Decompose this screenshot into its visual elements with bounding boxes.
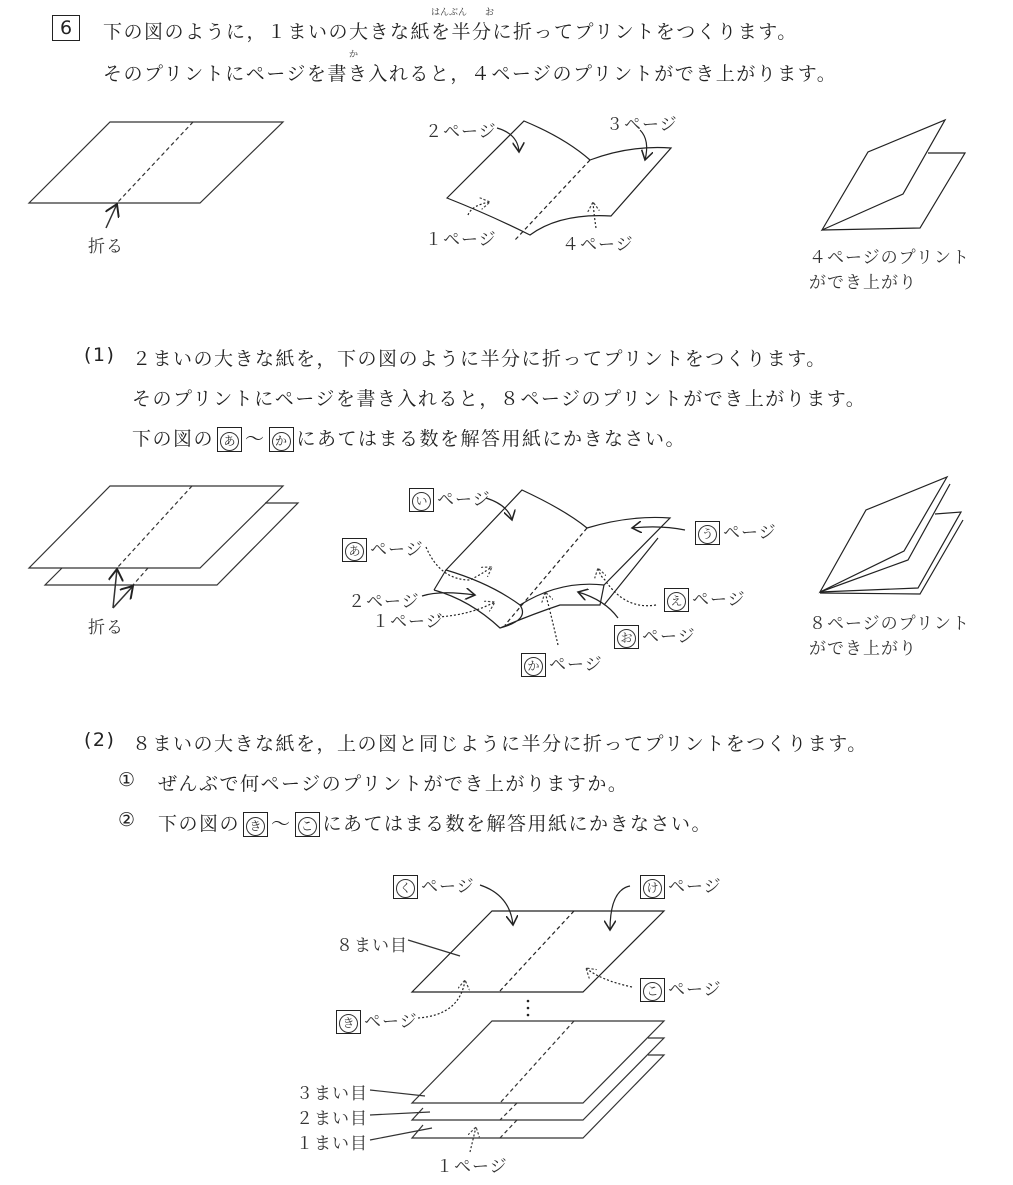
fig3-top-sheet: [408, 885, 664, 1018]
part1-label: (1): [84, 344, 116, 366]
part1-line3-pre: 下の図の: [132, 428, 215, 450]
fig3-label-ki: き ページ: [333, 1007, 418, 1034]
fig3-page1-label: １ページ: [436, 1157, 508, 1177]
fig1-page2-label: ２ページ: [425, 122, 497, 142]
fig1-result-line1: ４ページのプリント: [809, 248, 970, 268]
question-number: 6: [52, 15, 80, 41]
ruby-hanbun: はんぶん: [431, 8, 468, 18]
tilde: ～: [245, 428, 266, 450]
answer-box-ko: こ: [295, 812, 320, 837]
part1-line1: ２まいの大きな紙を，下の図のように半分に折ってプリントをつくります。: [132, 348, 827, 370]
part2-sub1-text: ぜんぶで何ページのプリントができ上がりますか。: [158, 773, 629, 795]
fig3-sheet1-label: １まい目: [296, 1134, 368, 1154]
fig2-result-line1: ８ページのプリント: [809, 614, 970, 634]
part2-sub2-text: 下の図の き ～ こ にあてはまる数を解答用紙にかきなさい。: [158, 813, 713, 835]
fig3-sheet3-label: ３まい目: [296, 1084, 368, 1104]
fig1-result-line2: ができ上がり: [809, 273, 917, 293]
fig3-bottom-sheets: [370, 1021, 664, 1152]
part1-line3: [132, 424, 686, 452]
fig2-label-ka: か ページ: [518, 650, 603, 677]
fig1-page3-label: ３ページ: [606, 115, 678, 135]
fig3-sheet2-label: ２まい目: [296, 1109, 368, 1129]
intro-line-1: 下の図のように，１まいの大きな紙を半分に折ってプリントをつくります。: [103, 21, 798, 43]
fig2-folded-print: [820, 477, 963, 594]
part2-line1: ８まいの大きな紙を，上の図と同じように半分に折ってプリントをつくります。: [132, 733, 868, 755]
fig2-label-a: あ ページ: [339, 535, 424, 562]
fig2-label-o: お ページ: [611, 622, 696, 649]
fig2-page1-label: １ページ: [372, 612, 444, 632]
fig1-flat-sheet: [29, 122, 283, 228]
fig2-result-line2: ができ上がり: [809, 639, 917, 659]
fig1-folded-print: [822, 120, 965, 230]
fig2-label-e: え ページ: [661, 585, 746, 612]
fig2-page2-label: ２ページ: [348, 592, 420, 612]
fig2-fold-label: 折る: [88, 618, 124, 638]
part1-line2: そのプリントにページを書き入れると，８ページのプリントができ上がります。: [132, 388, 867, 410]
intro-line-2: そのプリントにページを書き入れると，４ページのプリントができ上がります。: [103, 63, 838, 85]
fig1-page4-label: ４ページ: [562, 235, 634, 255]
part2-sub1-label: ①: [118, 769, 137, 791]
fig3-label-ko: こ ページ: [637, 975, 722, 1002]
part2-label: (2): [84, 729, 116, 751]
fig1-fold-label: 折る: [88, 237, 124, 257]
part2-sub2-label: ②: [118, 809, 137, 831]
fig2-stacked-sheets: [29, 486, 298, 608]
answer-box-ki: き: [243, 812, 268, 837]
ruby-o: お: [485, 8, 495, 18]
fig1-page1-label: １ページ: [425, 230, 497, 250]
fig3-ellipsis: [527, 1000, 530, 1017]
fig2-label-i: い ページ: [406, 485, 491, 512]
ruby-ka: か: [349, 50, 359, 60]
fig3-sheet8-label: ８まい目: [336, 936, 408, 956]
answer-box-a: あ: [217, 427, 242, 452]
fig3-label-ku: く ページ: [390, 872, 475, 899]
part1-line3-post: にあてはまる数を解答用紙にかきなさい。: [296, 428, 687, 450]
fig2-label-u: う ページ: [692, 518, 777, 545]
fig3-label-ke: け ページ: [637, 872, 722, 899]
answer-box-ka: か: [269, 427, 294, 452]
